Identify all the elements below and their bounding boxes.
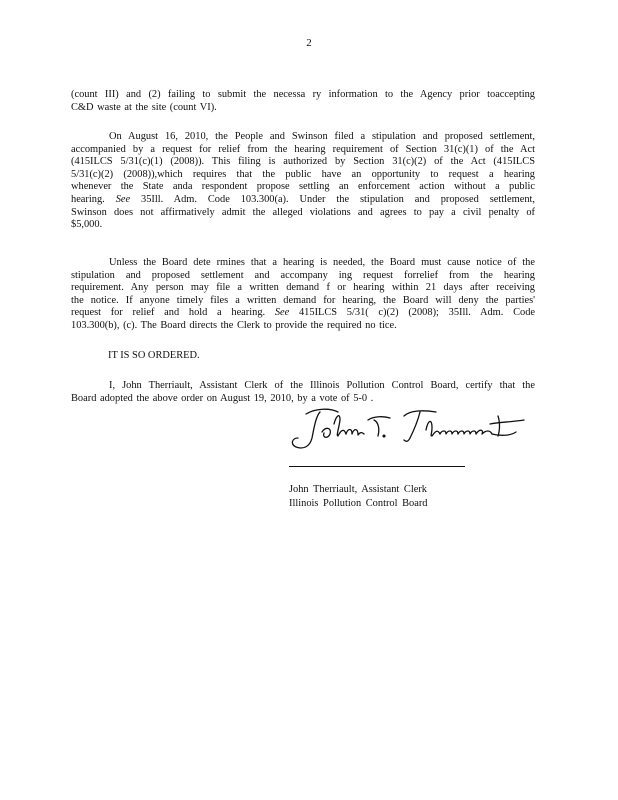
text-line-composite	[71, 194, 535, 207]
paragraph-counts	[71, 89, 535, 114]
paragraph-stipulation	[71, 131, 535, 232]
see-citation: See	[115, 193, 131, 205]
text-line: (415ILCS 5/31(c)(1) (2008)). This filing is authorized by Section 31(c)(2) of the Act (415ILCS	[71, 156, 535, 168]
text-segment: 415ILCS 5/31( c)(2) (2008); 35Ill. Adm. Code	[298, 307, 535, 319]
text-line: accompanied by a request for relief from the hearing requirement of Section 31(c)(1) of the Act	[71, 143, 535, 155]
text-line: 5/31(c)(2) (2008)),which requires that the public have an opportunity to request a hearing	[71, 168, 535, 180]
text-line: the notice. If anyone timely files a written demand for hearing, the Board will deny the parties'	[71, 294, 535, 306]
page-number: 2	[306, 37, 312, 49]
text-line-composite	[71, 307, 535, 320]
text-line: (count III) and (2) failing to submit the necessa ry information to the Agency prior toaccepting	[71, 89, 535, 100]
signature-block	[289, 483, 529, 510]
text-segment: 35Ill. Adm. Code 103.300(a). Under the stipulation and proposed settlement,	[141, 193, 535, 205]
order-statement: IT IS SO ORDERED.	[108, 350, 200, 361]
text-line: Unless the Board dete rmines that a hearing is needed, the Board must cause notice of the	[109, 257, 535, 268]
text-line: Swinson does not affirmatively admit the alleged violations and agrees to pay a civil penalty of	[71, 206, 535, 218]
text-segment: hearing.	[71, 193, 105, 205]
text-line: On August 16, 2010, the People and Swinson filed a stipulation and proposed settlement,	[109, 131, 535, 142]
text-line: whenever the State anda respondent propose settling an enforcement action without a public	[71, 181, 535, 193]
signatory-name: John Therriault, Assistant Clerk	[289, 484, 427, 495]
text-line: Board adopted the above order on August 19, 2010, by a vote of 5-0 .	[71, 392, 374, 404]
paragraph-notice	[71, 257, 535, 333]
see-citation: See	[274, 307, 290, 319]
text-line: requirement. Any person may file a written demand f or hearing within 21 days after receiving	[71, 282, 535, 294]
text-line: stipulation and proposed settlement and accompany ing request forrelief from the hearing	[71, 269, 535, 281]
handwritten-signature	[286, 402, 536, 454]
text-line: C&D waste at the site (count VI).	[71, 101, 217, 113]
signatory-organization: Illinois Pollution Control Board	[289, 497, 428, 509]
text-line: $5,000.	[71, 219, 103, 231]
text-segment: request for relief and hold a hearing.	[71, 307, 266, 319]
text-line: I, John Therriault, Assistant Clerk of the Illinois Pollution Control Board, certify that the	[109, 380, 535, 391]
text-line: 103.300(b), (c). The Board directs the Clerk to provide the required no tice.	[71, 319, 397, 331]
signature-line	[289, 466, 465, 467]
